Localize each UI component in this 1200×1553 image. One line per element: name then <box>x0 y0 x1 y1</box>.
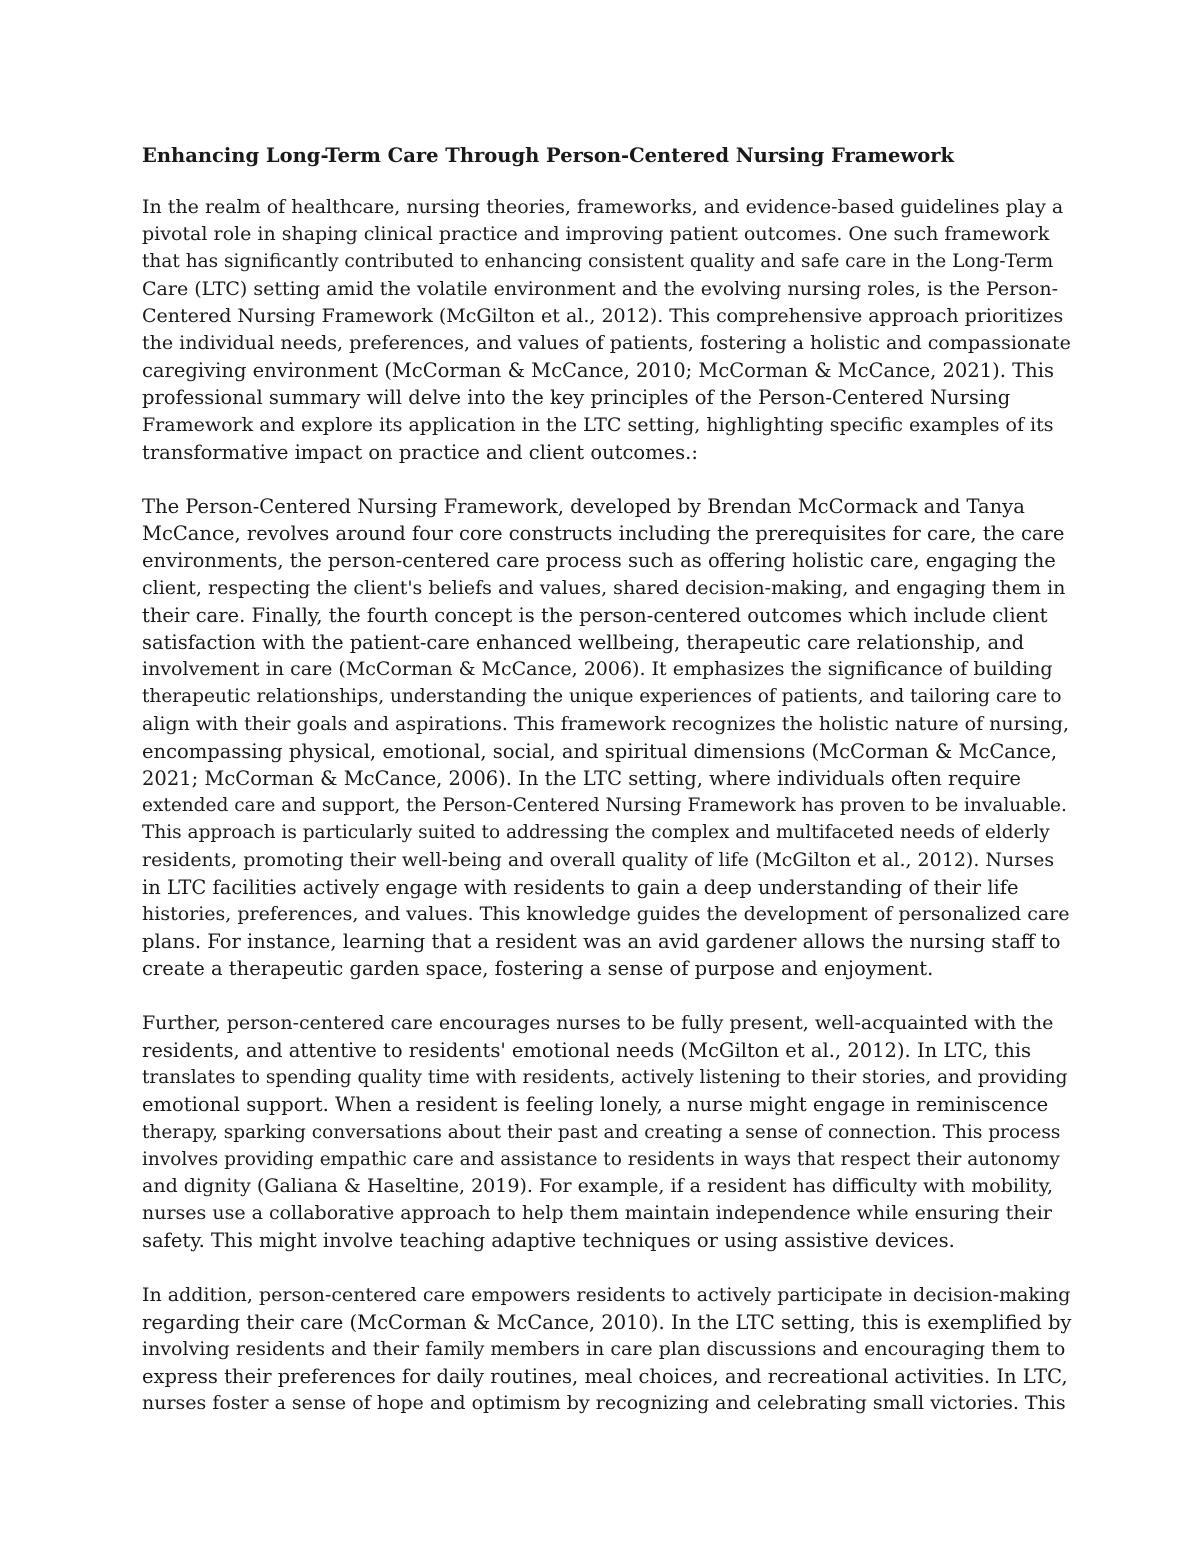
paragraph-line: that has significantly contributed to enhancing consistent quality and safe care in the Long-Term <box>142 251 1054 273</box>
paragraph-line: involves providing empathic care and assistance to residents in ways that respect their autonomy <box>142 1148 1060 1170</box>
paragraph-line: pivotal role in shaping clinical practice and improving patient outcomes. One such framework <box>142 223 1050 246</box>
paragraph-line: McCance, revolves around four core constructs including the prerequisites for care, the care <box>142 522 1065 546</box>
paragraph-line: Framework and explore its application in the LTC setting, highlighting specific examples of its <box>142 413 1054 436</box>
paragraph-line: Centered Nursing Framework (McGilton et al., 2012). This comprehensive approach prioritizes <box>142 304 1064 327</box>
paragraph-line: This approach is particularly suited to addressing the complex and multifaceted needs of elderly <box>142 822 1050 844</box>
paragraph-2 <box>142 493 1072 983</box>
paragraph-line: plans. For instance, learning that a resident was an avid gardener allows the nursing staff to <box>142 930 1061 954</box>
paragraph-line: In addition, person-centered care empowers residents to actively participate in decision-making <box>142 1283 1071 1306</box>
paragraph-line: therapeutic relationships, understanding the unique experiences of patients, and tailoring care to <box>142 686 1062 708</box>
paragraph-line: regarding their care (McCorman & McCance, 2010). In the LTC setting, this is exemplified by <box>142 1310 1072 1334</box>
paragraph-1 <box>142 194 1072 466</box>
paragraph-line: residents, and attentive to residents' emotional needs (McGilton et al., 2012). In LTC, this <box>142 1038 1032 1062</box>
paragraph-line: in LTC facilities actively engage with residents to gain a deep understanding of their life <box>142 875 1019 899</box>
paragraph-line: Care (LTC) setting amid the volatile environment and the evolving nursing roles, is the Person- <box>142 277 1059 300</box>
paragraph-line: environments, the person-centered care process such as offering holistic care, engaging the <box>142 549 1056 573</box>
paragraph-line: residents, promoting their well-being and overall quality of life (McGilton et al., 2012). Nurses <box>142 848 1055 871</box>
paragraph-line: transformative impact on practice and client outcomes.: <box>142 440 698 464</box>
document-body <box>142 194 1072 1418</box>
paragraph-line: satisfaction with the patient-care enhanced wellbeing, therapeutic care relationship, and <box>142 631 1025 655</box>
paragraph-line: caregiving environment (McCorman & McCance, 2010; McCorman & McCance, 2021). This <box>142 359 1054 383</box>
paragraph-line: translates to spending quality time with residents, actively listening to their stories, and providing <box>142 1067 1068 1089</box>
paragraph-line: nurses use a collaborative approach to help them maintain independence while ensuring their <box>142 1202 1052 1225</box>
paragraph-3 <box>142 1010 1072 1255</box>
paragraph-line: involvement in care (McCorman & McCance, 2006). It emphasizes the significance of building <box>142 658 1053 681</box>
paragraph-4 <box>142 1282 1072 1418</box>
paragraph-line: express their preferences for daily routines, meal choices, and recreational activities. In LTC, <box>142 1365 1068 1389</box>
paragraph-line: create a therapeutic garden space, fostering a sense of purpose and enjoyment. <box>142 957 934 981</box>
paragraph-line: emotional support. When a resident is feeling lonely, a nurse might engage in reminiscence <box>142 1093 1049 1117</box>
document-title: Enhancing Long-Term Care Through Person-Centered Nursing Framework <box>142 144 955 167</box>
paragraph-line: their care. Finally, the fourth concept is the person-centered outcomes which include client <box>142 603 1048 627</box>
paragraph-line: Further, person-centered care encourages nurses to be fully present, well-acquainted with the <box>142 1011 1054 1034</box>
paragraph-line: therapy, sparking conversations about their past and creating a sense of connection. This process <box>142 1121 1061 1143</box>
paragraph-line: align with their goals and aspirations. This framework recognizes the holistic nature of nursing, <box>142 712 1070 735</box>
paragraph-line: In the realm of healthcare, nursing theories, frameworks, and evidence-based guidelines play a <box>142 196 1064 218</box>
paragraph-line: encompassing physical, emotional, social, and spiritual dimensions (McCorman & McCance, <box>142 739 1058 763</box>
paragraph-line: safety. This might involve teaching adaptive techniques or using assistive devices. <box>142 1229 955 1253</box>
paragraph-line: professional summary will delve into the key principles of the Person-Centered Nursing <box>142 386 1011 410</box>
paragraph-line: 2021; McCorman & McCance, 2006). In the LTC setting, where individuals often require <box>142 767 1021 791</box>
paragraph-line: histories, preferences, and values. This knowledge guides the development of personalized care <box>142 903 1070 926</box>
paragraph-line: involving residents and their family members in care plan discussions and encouraging them to <box>142 1337 1066 1360</box>
paragraph-line: the individual needs, preferences, and values of patients, fostering a holistic and compassionate <box>142 332 1071 355</box>
paragraph-line: extended care and support, the Person-Centered Nursing Framework has proven to be invaluable. <box>142 795 1067 817</box>
paragraph-line: nurses foster a sense of hope and optimism by recognizing and celebrating small victories. This <box>142 1392 1066 1415</box>
paragraph-line: client, respecting the client's beliefs and values, shared decision-making, and engaging them in <box>142 576 1066 599</box>
document-page <box>142 142 1072 1445</box>
paragraph-line: and dignity (Galiana & Haseltine, 2019). For example, if a resident has difficulty with mobility, <box>142 1174 1054 1197</box>
paragraph-line: The Person-Centered Nursing Framework, developed by Brendan McCormack and Tanya <box>142 495 1025 519</box>
